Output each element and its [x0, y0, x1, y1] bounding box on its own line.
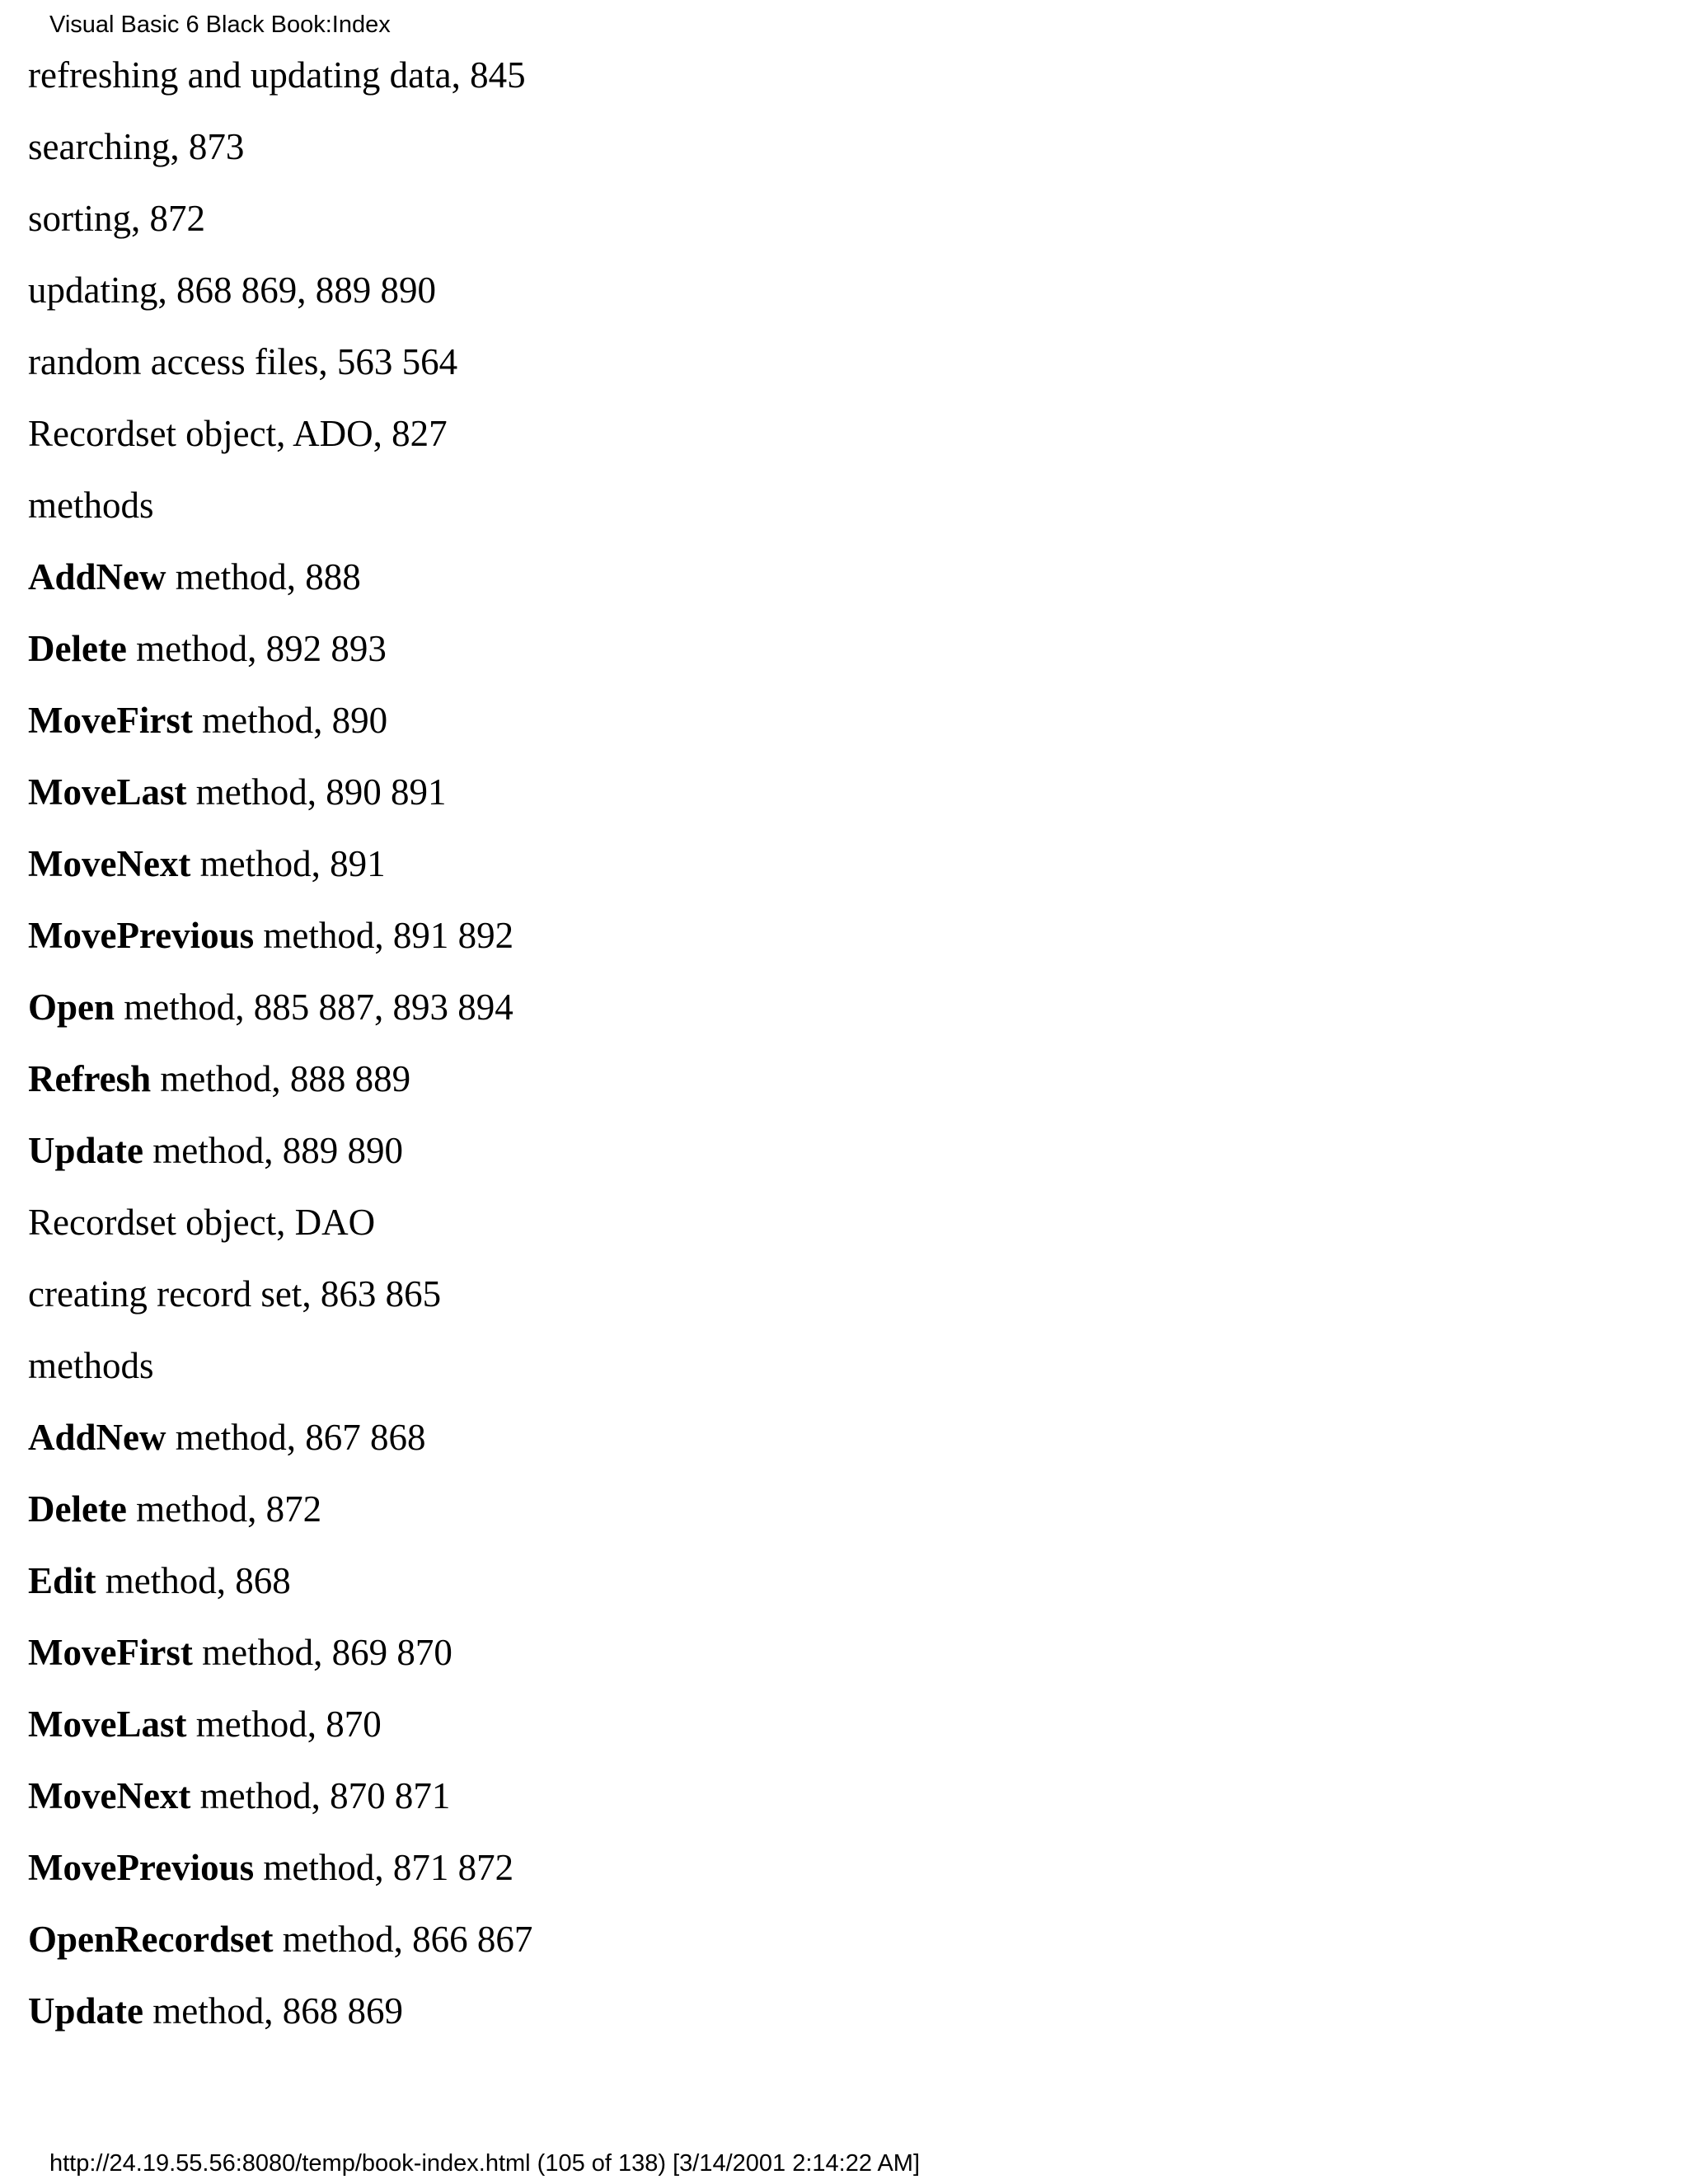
page-footer-url[interactable]: http://24.19.55.56:8080/temp/book-index.html (105 of 138) [3/14/2001 2:14:22 AM] [49, 2150, 921, 2177]
index-term: Delete [28, 628, 127, 669]
index-entry [28, 183, 532, 255]
index-entry [28, 1689, 532, 1760]
index-entry-text: method, 891 [190, 843, 386, 884]
index-entry-text: method, 890 891 [186, 771, 447, 813]
index-entry-text: method, 866 867 [273, 1919, 533, 1960]
index-entry [28, 1545, 532, 1617]
index-entry [28, 40, 532, 111]
index-entry [28, 828, 532, 900]
index-entry-text: methods [28, 485, 154, 526]
index-entry-text: methods [28, 1345, 154, 1386]
index-term: AddNew [28, 1417, 166, 1458]
index-term: MoveLast [28, 1704, 187, 1745]
index-entry-text: method, 888 [166, 556, 361, 598]
index-term: MoveNext [28, 1775, 191, 1816]
index-entry [28, 972, 532, 1043]
index-entry [28, 1760, 532, 1832]
index-list [28, 40, 532, 2047]
index-entry-text: refreshing and updating data, 845 [28, 54, 526, 96]
index-entry [28, 1115, 532, 1187]
index-term: MoveFirst [28, 700, 193, 741]
index-entry [28, 1187, 532, 1258]
index-entry-text: method, 888 889 [151, 1058, 411, 1099]
index-entry-text: method, 892 893 [126, 628, 387, 669]
index-term: Update [28, 1130, 144, 1171]
index-entry-text: method, 885 887, 893 894 [115, 987, 513, 1028]
index-entry [28, 326, 532, 398]
index-entry [28, 470, 532, 541]
index-entry-text: Recordset object, DAO [28, 1202, 376, 1243]
index-entry [28, 541, 532, 613]
index-entry-text: method, 868 869 [143, 1990, 403, 2032]
index-entry [28, 1330, 532, 1402]
index-entry-text: sorting, 872 [28, 198, 206, 239]
index-entry [28, 1975, 532, 2047]
index-term: MovePrevious [28, 915, 255, 956]
index-entry [28, 1043, 532, 1115]
index-term: MoveNext [28, 843, 191, 884]
index-entry-text: searching, 873 [28, 126, 245, 167]
index-entry-text: method, 870 871 [190, 1775, 451, 1816]
index-term: Open [28, 987, 115, 1028]
index-entry-text: method, 889 890 [143, 1130, 403, 1171]
index-entry-text: method, 890 [192, 700, 388, 741]
index-term: MovePrevious [28, 1847, 255, 1888]
index-entry [28, 1904, 532, 1975]
index-term: MoveLast [28, 771, 187, 813]
page-header: Visual Basic 6 Black Book:Index [49, 12, 391, 38]
index-entry [28, 1258, 532, 1330]
index-entry-text: method, 869 870 [192, 1632, 452, 1673]
index-entry [28, 613, 532, 685]
index-entry-text: method, 891 892 [254, 915, 514, 956]
index-entry-text: random access files, 563 564 [28, 341, 458, 382]
index-term: Edit [28, 1560, 96, 1601]
index-entry-text: method, 870 [186, 1704, 382, 1745]
index-entry [28, 685, 532, 757]
index-term: MoveFirst [28, 1632, 193, 1673]
index-entry-text: method, 868 [96, 1560, 291, 1601]
index-entry-text: Recordset object, ADO, 827 [28, 413, 448, 454]
index-entry [28, 757, 532, 828]
index-term: OpenRecordset [28, 1919, 274, 1960]
index-entry [28, 1617, 532, 1689]
index-entry [28, 398, 532, 470]
index-entry-text: updating, 868 869, 889 890 [28, 269, 436, 311]
index-entry-text: method, 872 [126, 1488, 322, 1530]
index-entry-text: creating record set, 863 865 [28, 1273, 442, 1315]
index-entry [28, 900, 532, 972]
index-entry [28, 1832, 532, 1904]
index-entry [28, 1474, 532, 1545]
index-term: Delete [28, 1488, 127, 1530]
index-term: Refresh [28, 1058, 152, 1099]
index-entry [28, 111, 532, 183]
index-term: AddNew [28, 556, 166, 598]
index-entry [28, 1402, 532, 1474]
index-entry [28, 255, 532, 326]
index-entry-text: method, 867 868 [166, 1417, 426, 1458]
index-term: Update [28, 1990, 144, 2032]
index-entry-text: method, 871 872 [254, 1847, 514, 1888]
